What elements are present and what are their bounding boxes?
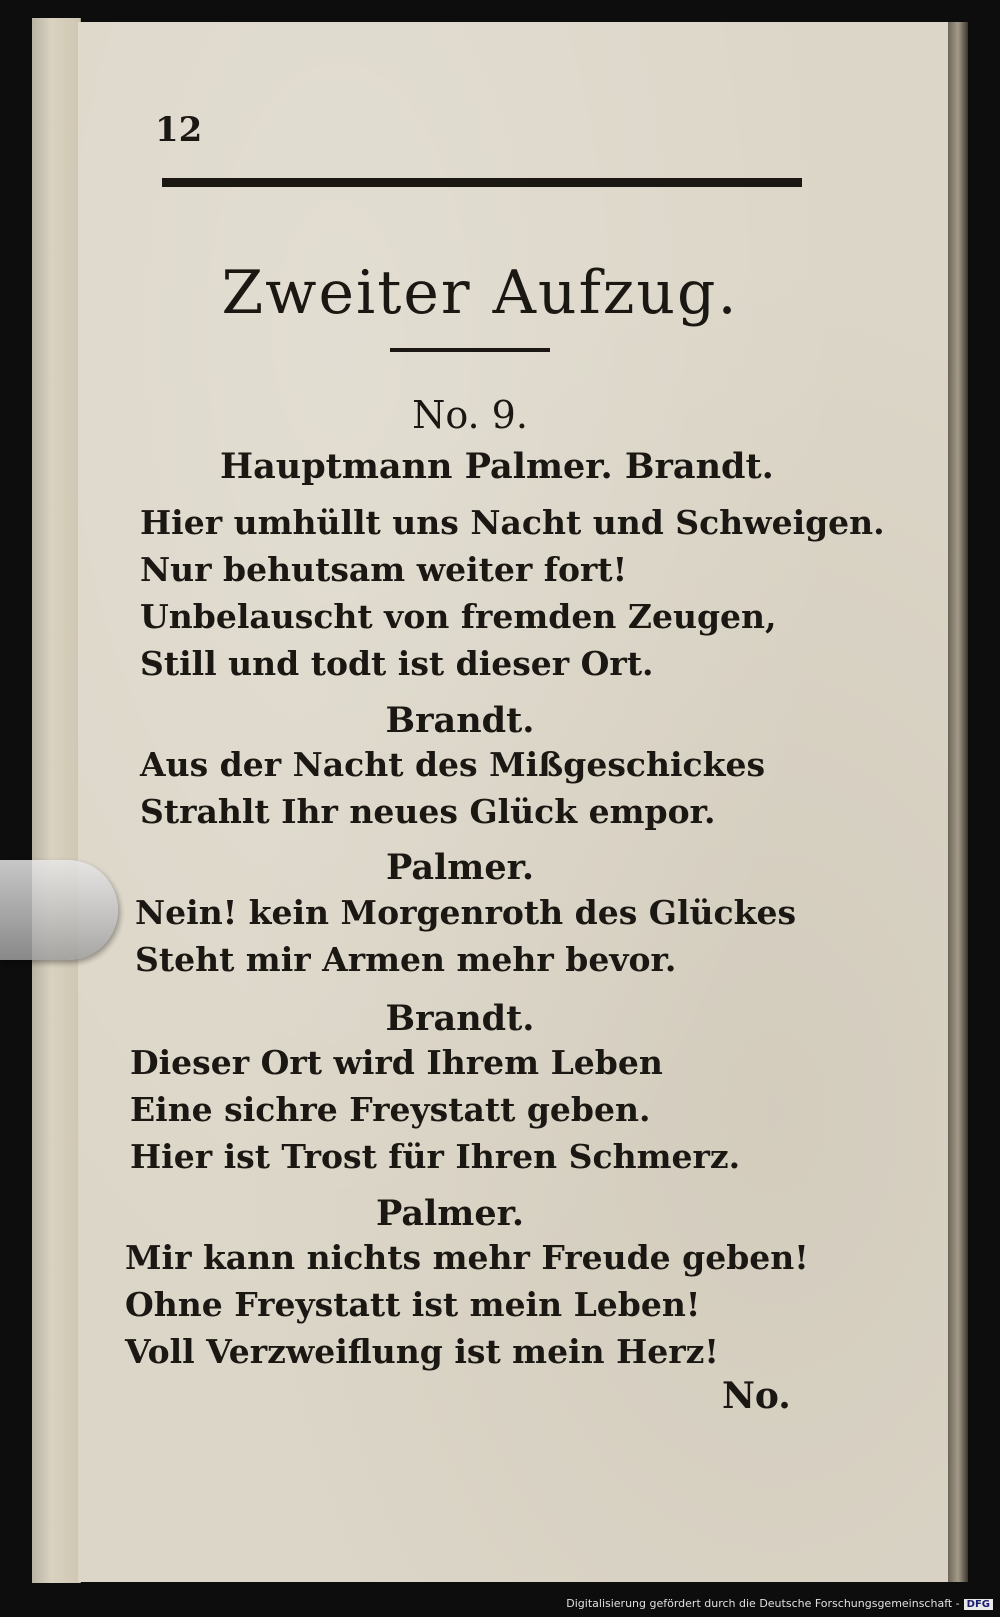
page-clip [0,860,118,960]
digitization-credit [0,1597,993,1610]
number-title: No. 9. [412,393,528,437]
speaker-name: Palmer. [375,1193,525,1234]
verse-line: Still und todt ist dieser Ort. [140,644,654,683]
verse-line: Dieser Ort wird Ihrem Leben [130,1043,663,1082]
speaker-name: Brandt. [385,998,535,1039]
verse-line: Steht mir Armen mehr bevor. [135,940,677,979]
verse-line: Hier ist Trost für Ihren Schmerz. [130,1137,741,1176]
verse-line: Ohne Freystatt ist mein Leben! [125,1285,701,1324]
characters-line: Hauptmann Palmer. Brandt. [220,446,774,487]
heading-rule [390,348,550,352]
speaker-name: Brandt. [385,700,535,741]
verse-line: Strahlt Ihr neues Glück empor. [140,792,716,831]
credit-text: Digitalisierung gefördert durch die Deutsche Forschungsgemeinschaft - [566,1597,960,1610]
verse-line: Aus der Nacht des Mißgeschickes [140,745,766,784]
verse-line: Nein! kein Morgenroth des Glückes [135,893,797,932]
catchword: No. [722,1375,791,1417]
verse-line: Mir kann nichts mehr Freude geben! [125,1238,809,1277]
dfg-logo: DFG [964,1599,993,1610]
page-edge-right [948,22,968,1582]
page-number: 12 [155,110,203,150]
top-rule [162,178,802,187]
verse-line: Unbelauscht von fremden Zeugen, [140,597,777,636]
speaker-name: Palmer. [385,847,535,888]
verse-line: Eine sichre Freystatt geben. [130,1090,651,1129]
page-edge-left [32,18,81,1583]
verse-line: Nur behutsam weiter fort! [140,550,628,589]
act-heading: Zweiter Aufzug. [221,258,739,328]
verse-line: Voll Verzweiflung ist mein Herz! [125,1332,719,1371]
verse-line: Hier umhüllt uns Nacht und Schweigen. [140,503,885,542]
